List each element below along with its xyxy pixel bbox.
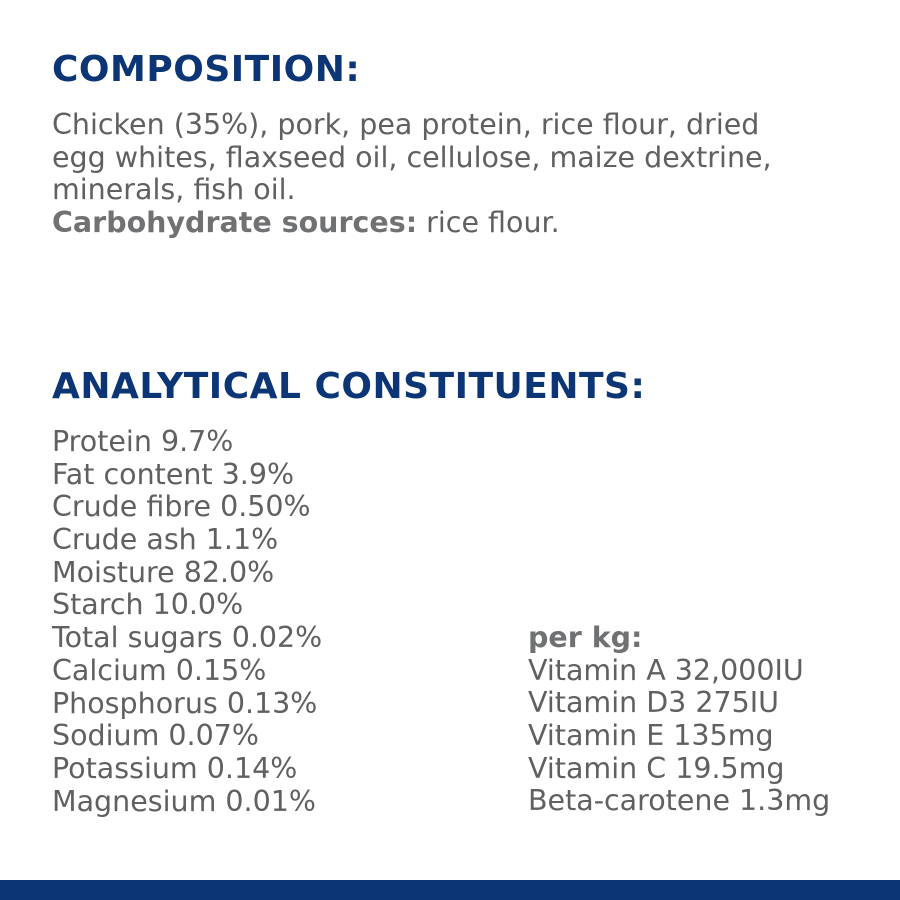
constituent-item: Potassium 0.14% xyxy=(52,751,298,785)
carbohydrate-sources-value: rice flour. xyxy=(417,206,560,240)
constituent-item: Total sugars 0.02% xyxy=(52,621,323,655)
constituents-list xyxy=(52,426,322,818)
composition-heading: COMPOSITION: xyxy=(52,49,361,90)
per-kg-item: Vitamin A 32,000IU xyxy=(528,653,804,687)
constituent-item: Crude ash 1.1% xyxy=(52,523,279,557)
constituent-item: Crude fibre 0.50% xyxy=(52,490,311,524)
constituent-item: Sodium 0.07% xyxy=(52,719,259,753)
constituent-item: Calcium 0.15% xyxy=(52,653,267,687)
per-kg-item: Vitamin E 135mg xyxy=(528,719,774,753)
constituent-item: Moisture 82.0% xyxy=(52,555,275,589)
per-kg-label: per kg: xyxy=(528,621,643,654)
constituent-item: Phosphorus 0.13% xyxy=(52,686,318,720)
bottom-bar xyxy=(0,880,900,900)
per-kg-item: Vitamin C 19.5mg xyxy=(528,751,785,785)
constituent-item: Starch 10.0% xyxy=(52,588,244,622)
constituent-item: Protein 9.7% xyxy=(52,425,234,458)
composition-line: minerals, fish oil. xyxy=(52,173,296,207)
composition-line: Chicken (35%), pork, pea protein, rice flour, dried xyxy=(52,108,760,141)
per-kg-list xyxy=(528,622,830,818)
carbohydrate-sources-line xyxy=(52,207,852,240)
per-kg-item: Vitamin D3 275IU xyxy=(528,686,780,720)
carbohydrate-sources-label: Carbohydrate sources: xyxy=(52,206,418,240)
per-kg-item: Beta-carotene 1.3mg xyxy=(528,784,831,818)
constituent-item: Magnesium 0.01% xyxy=(52,784,316,818)
constituent-item: Fat content 3.9% xyxy=(52,457,295,491)
composition-text xyxy=(52,109,852,240)
analytical-constituents-heading: ANALYTICAL CONSTITUENTS: xyxy=(52,366,646,407)
composition-line: egg whites, flaxseed oil, cellulose, maize dextrine, xyxy=(52,140,772,174)
